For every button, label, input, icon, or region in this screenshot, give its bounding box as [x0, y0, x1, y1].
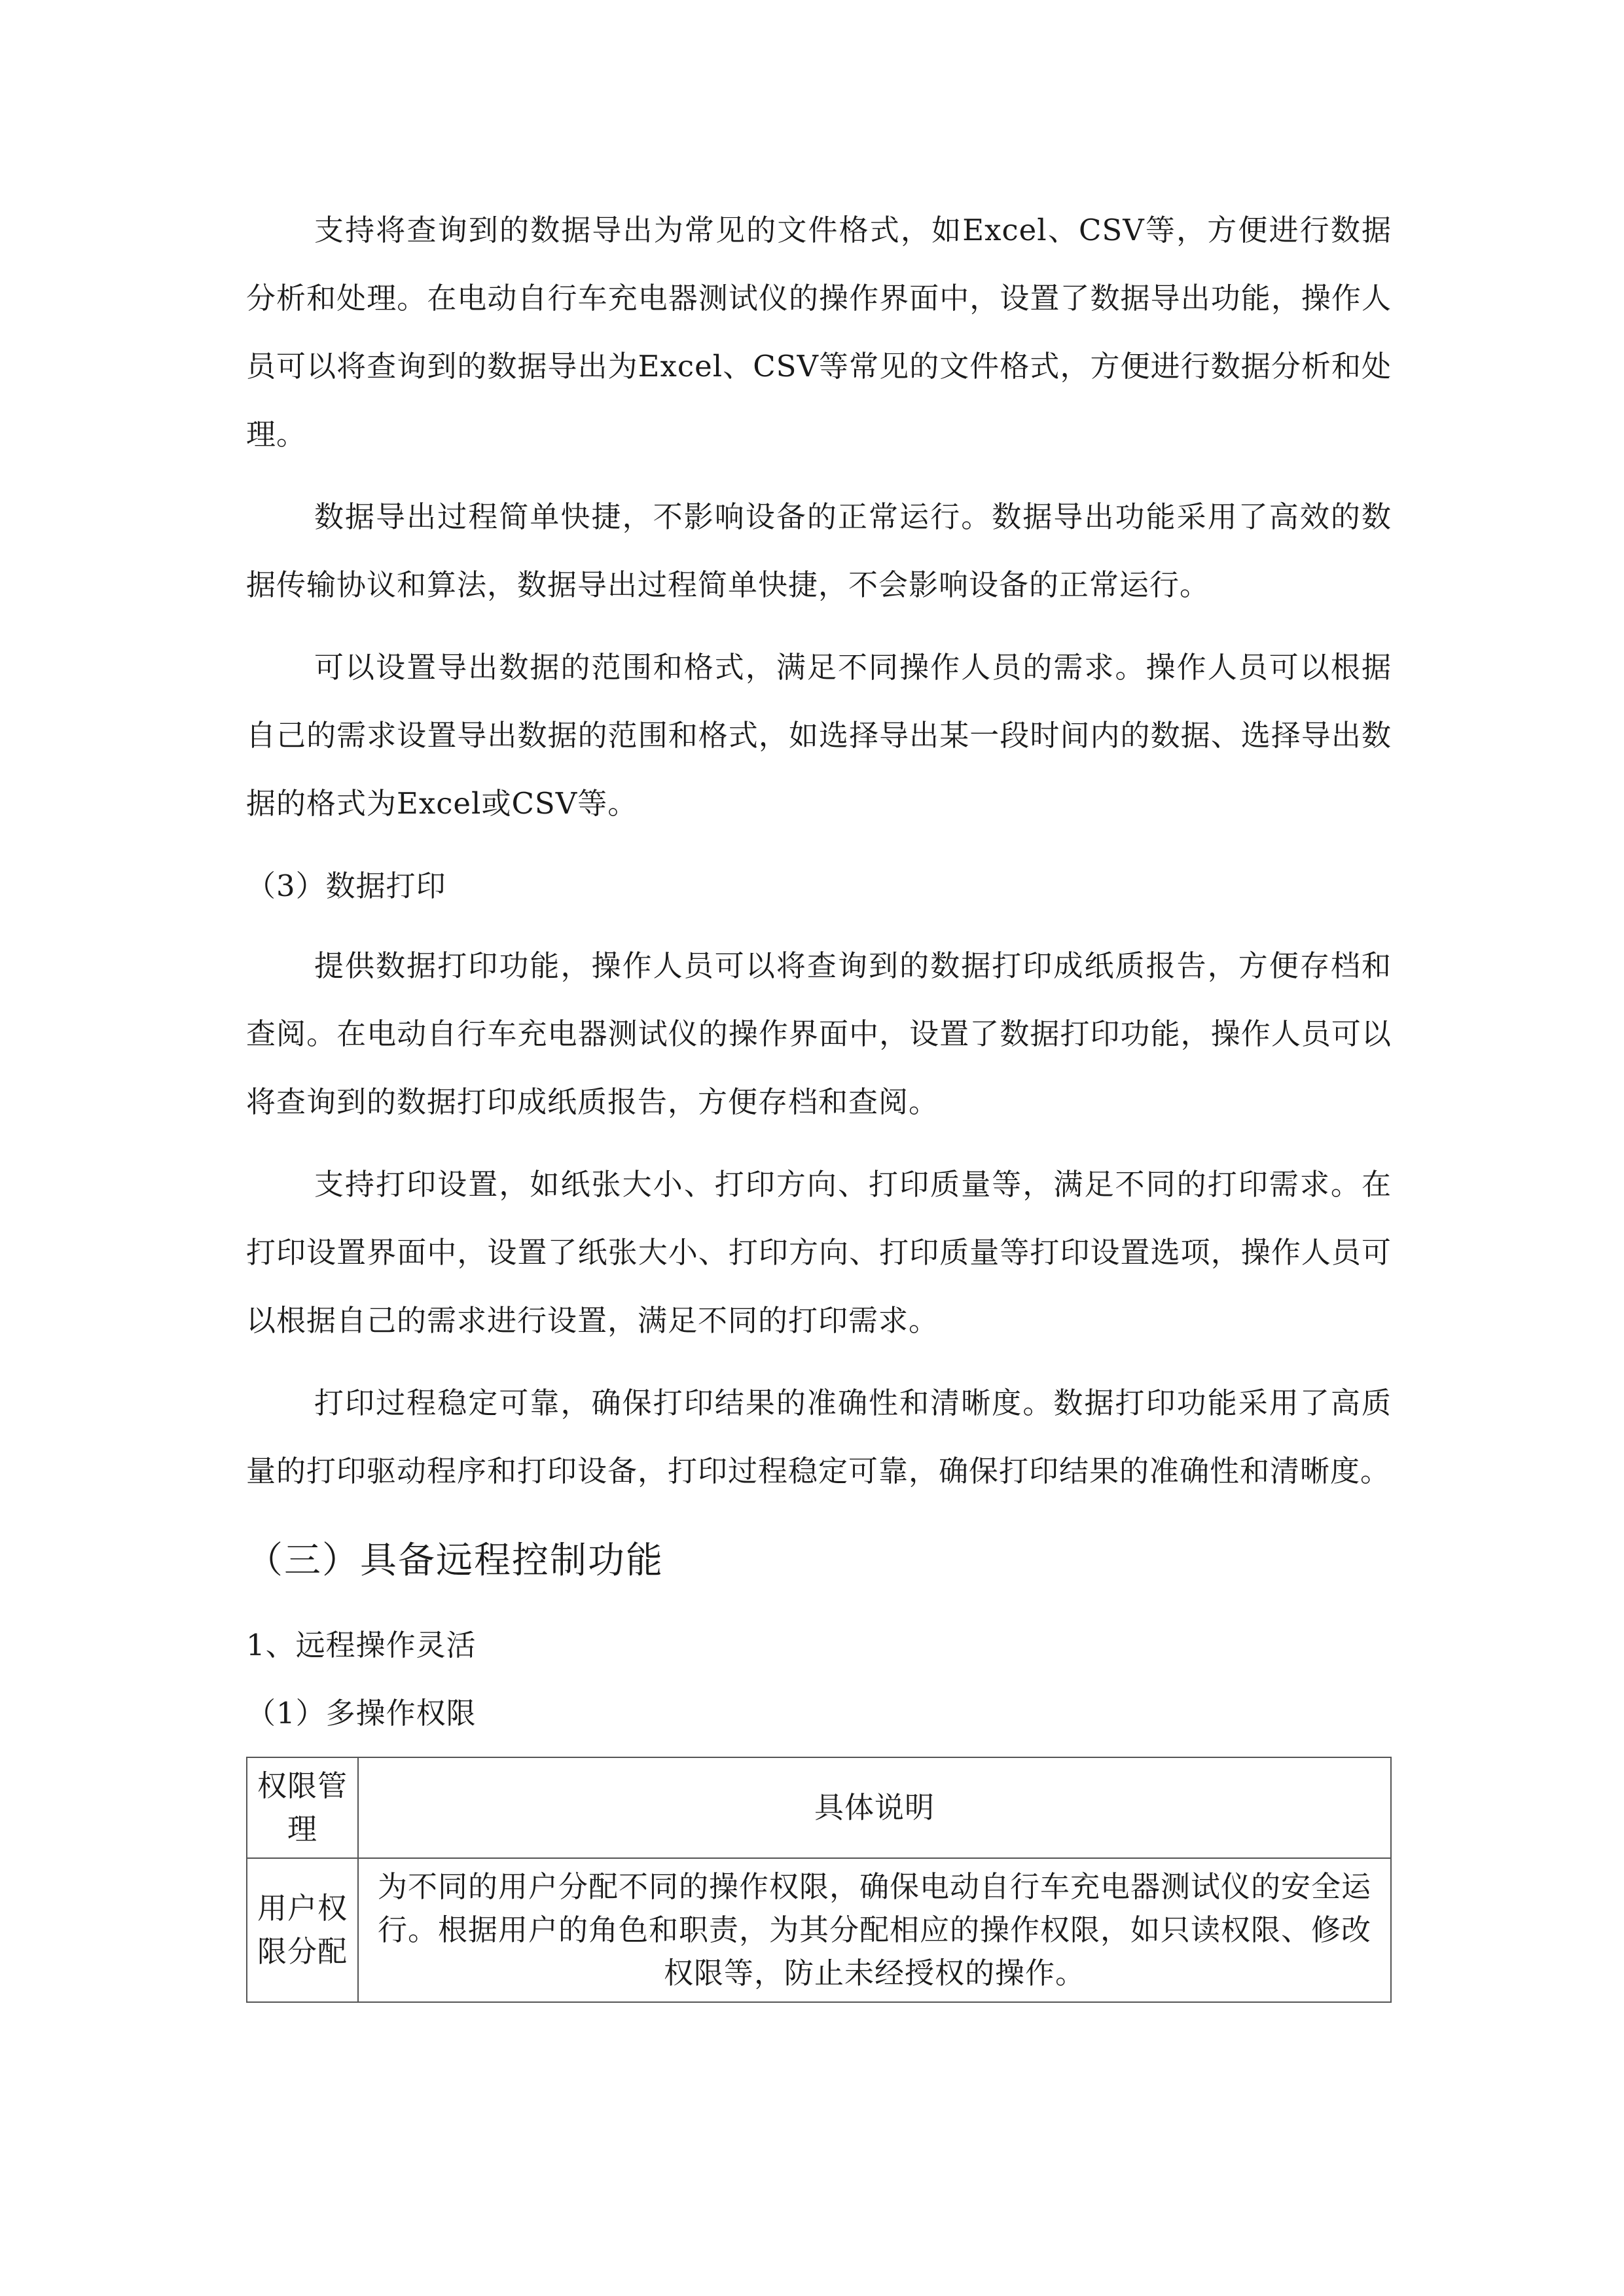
page-content [246, 196, 1392, 2003]
table-header-cell: 具体说明 [358, 1757, 1391, 1858]
paragraph-print-settings: 支持打印设置，如纸张大小、打印方向、打印质量等，满足不同的打印需求。在打印设置界面中，设置了纸张大小、打印方向、打印质量等打印设置选项，操作人员可以根据自己的需求进行设置，满足不同的打印需求。 [246, 1167, 1392, 1338]
table-cell: 为不同的用户分配不同的操作权限，确保电动自行车充电器测试仪的安全运行。根据用户的角色和职责，为其分配相应的操作权限，如只读权限、修改权限等，防止未经授权的操作。 [358, 1858, 1391, 2002]
subheading-remote-operation: 1、远程操作灵活 [246, 1628, 477, 1662]
table-row [247, 1858, 1391, 2002]
table-header-row [247, 1757, 1391, 1858]
permissions-table [246, 1757, 1392, 2003]
paragraph-export-range: 可以设置导出数据的范围和格式，满足不同操作人员的需求。操作人员可以根据自己的需求设置导出数据的范围和格式，如选择导出某一段时间内的数据、选择导出数据的格式为Excel或CSV等。 [246, 650, 1392, 821]
paragraph-export-formats: 支持将查询到的数据导出为常见的文件格式，如Excel、CSV等，方便进行数据分析和处理。在电动自行车充电器测试仪的操作界面中，设置了数据导出功能，操作人员可以将查询到的数据导出为Excel、CSV等常见的文件格式，方便进行数据分析和处理。 [246, 213, 1392, 452]
subheading-multi-permissions: （1）多操作权限 [246, 1696, 477, 1731]
paragraph-export-speed: 数据导出过程简单快捷，不影响设备的正常运行。数据导出功能采用了高效的数据传输协议和算法，数据导出过程简单快捷，不会影响设备的正常运行。 [246, 499, 1392, 602]
paragraph-print-function: 提供数据打印功能，操作人员可以将查询到的数据打印成纸质报告，方便存档和查阅。在电动自行车充电器测试仪的操作界面中，设置了数据打印功能，操作人员可以将查询到的数据打印成纸质报告，方便存档和查阅。 [246, 948, 1392, 1119]
table-header-cell: 权限管理 [247, 1757, 358, 1858]
heading-remote-control: （三）具备远程控制功能 [246, 1539, 664, 1582]
paragraph-print-stability: 打印过程稳定可靠，确保打印结果的准确性和清晰度。数据打印功能采用了高质量的打印驱动程序和打印设备，打印过程稳定可靠，确保打印结果的准确性和清晰度。 [246, 1386, 1392, 1488]
section-data-print-title: （3）数据打印 [246, 869, 446, 903]
table-cell: 用户权限分配 [247, 1858, 358, 2002]
